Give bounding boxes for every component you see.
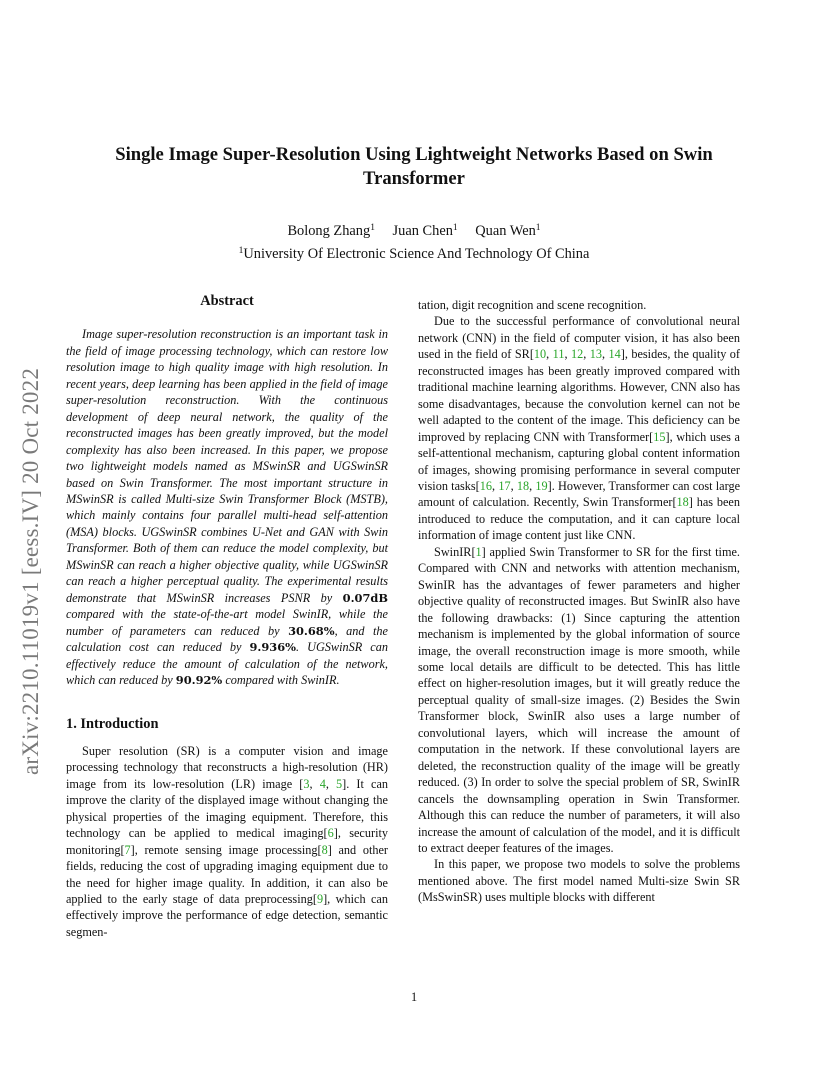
affiliation <box>80 241 748 264</box>
text-run: , <box>564 347 571 362</box>
text-run: , <box>529 478 536 493</box>
section-heading-introduction: 1. Introduction <box>66 716 159 733</box>
text-run: , <box>546 347 553 362</box>
text-run: , <box>309 776 320 791</box>
text-run: Due to the successful performance of convolutional neural network (CNN) in the field of computer vision, it has also been used in the field of SR[ <box>418 314 740 362</box>
text-run: ], which can effectively improve the performance of edge detection, semantic segmen- <box>66 891 388 939</box>
intro-paragraph-1-continued <box>418 297 740 313</box>
text-run: ] and other fields, reducing the cost of upgrading imaging equipment due to the need for higher image quality. In addition, it can also be applied to the early stage of data preprocessing[ <box>66 842 388 906</box>
text-run: ]. However, Transformer can cost large amount of calculation. Recently, Swin Transformer[ <box>418 478 740 510</box>
text-run: ] has been introduced to reduce the computation, and it can capture local information of image content just like CNN. <box>418 495 740 543</box>
left-column <box>66 293 388 940</box>
text-run: ], besides, the quality of reconstructed images has been greatly improved compared with traditional machine learning algorithms. However, CNN also has some disadvantages, because the convolution kernel can not be well adapted to the content of the image. This deficiency can be improved by replacing CNN with Transformer[ <box>418 347 741 444</box>
citation-link[interactable]: 9 <box>316 891 324 906</box>
citation-link[interactable]: 18 <box>516 478 530 493</box>
citation-link[interactable]: 13 <box>589 347 602 362</box>
text-run: , <box>583 347 590 362</box>
citation-link[interactable]: 11 <box>552 347 565 362</box>
citation-link[interactable]: 17 <box>498 478 511 493</box>
author-name: Juan Chen <box>392 223 453 239</box>
abstract-segment: . UGSwinSR can effectively reduce the amount of calculation of the network, which can reduced by <box>66 640 388 687</box>
citation-link[interactable]: 1 <box>475 544 482 559</box>
calc-reduction-value: 9.936% <box>249 640 296 655</box>
author-name: Bolong Zhang <box>287 223 371 239</box>
author-affiliation-mark: 1 <box>535 223 541 233</box>
citation-link[interactable]: 7 <box>124 842 131 857</box>
abstract-segment: compared with SwinIR. <box>222 672 340 687</box>
title-line-2: Transformer <box>363 168 465 189</box>
right-column <box>418 297 740 906</box>
abstract-segment: , and the calculation cost can reduced by <box>66 623 388 655</box>
intro-paragraph-3 <box>418 544 740 857</box>
author-3 <box>475 223 540 239</box>
title-line-1: Single Image Super-Resolution Using Lightweight Networks Based on Swin <box>115 144 713 165</box>
author-affiliation-mark: 1 <box>370 223 375 233</box>
paper-title <box>80 143 748 191</box>
abstract-heading: Abstract <box>200 293 254 309</box>
text-run: ], which uses a self-attentional mechanism, capturing global content information of images, showing promising performance in several computer vision tasks[ <box>418 429 740 493</box>
parameter-reduction-value: 30.68% <box>288 623 335 638</box>
page-number: 1 <box>410 990 418 1004</box>
author-affiliation-mark: 1 <box>452 223 458 233</box>
text-run: , <box>325 776 337 791</box>
text-run: , <box>510 478 517 493</box>
arxiv-identifier-stamp: arXiv:2210.11019v1 [eess.IV] 20 Oct 2022 <box>18 367 43 775</box>
intro-paragraph-1 <box>66 743 388 940</box>
citation-link[interactable]: 15 <box>653 429 666 444</box>
text-run: SwinIR[ <box>434 544 476 559</box>
text-run: ], remote sensing image processing[ <box>130 842 322 857</box>
author-block <box>80 218 748 264</box>
citation-link[interactable]: 8 <box>321 842 328 857</box>
affiliation-mark: 1 <box>238 246 244 256</box>
author-2 <box>393 223 458 239</box>
text-run: ] applied Swin Transformer to SR for the first time. Compared with CNN and networks with attention mechanism, SwinIR has the advantages of fewer parameters and higher objective quality of reconstructed images. But SwinIR also have the following drawbacks: (1) Since capturing the attention mechanism is implemented by the global information of source image, the overall reconstruction image is more smooth, while some local details are difficult to be detected. This has little effect on higher-resolution images, but it will greatly reduce the perceptual quality of small-size images. (2) Besides the Swin Transformer block, SwinIR also uses a large number of convolutional layers, which will increase the amount of computation in the network. If these convolutional layers are deleted, the reconstruction quality of the image will be greatly reduced. (3) In order to solve the special problem of SR, SwinIR cancels the downsampling operation in Swin Transformer. Although this can reduce the number of parameters, it will also increase the amount of calculation of the model, and it is difficult to extract deeper features of the images. <box>418 544 740 855</box>
intro-paragraph-4 <box>418 856 740 905</box>
author-name: Quan Wen <box>475 223 536 239</box>
text-run: ], security monitoring[ <box>66 826 389 857</box>
author-list <box>80 218 748 241</box>
citation-link[interactable]: 5 <box>336 776 343 791</box>
citation-link[interactable]: 19 <box>535 478 548 493</box>
abstract-segment: compared with the state-of-the-art model SwinIR, while the number of parameters can reduced by <box>66 607 388 638</box>
text-run: Super resolution (SR) is a computer vision and image processing technology that reconstructs a high-resolution (HR) image from its low-resolution (LR) image [ <box>66 743 388 791</box>
text-run: tation, digit recognition and scene recognition. <box>418 298 647 312</box>
abstract-segment: Image super-resolution reconstruction is an important task in the field of image processing technology, which can restore low resolution image to high quality image with high resolution. In recent years, deep learning has been applied in the field of image super-resolution reconstruction. With the continuous development of deep neural network, the quality of the reconstructed images has been greatly improved, but the model complexity has also been increased. In this paper, we propose two lightweight models named as MSwinSR and UGSwinSR based on Swin Transformer. The most important structure in MSwinSR is called Multi-size Swin Transformer Block (MSTB), which mainly contains four parallel multi-head self-attention (MSA) blocks. UGSwinSR combines U-Net and GAN with Swin Transformer. Both of them can reduce the model complexity, but MSwinSR can reach a higher objective quality, while UGSwinSR can reach a higher perceptual quality. The experimental results demonstrate that MSwinSR increases PSNR by <box>66 327 388 605</box>
abstract-text <box>66 326 388 688</box>
citation-link[interactable]: 6 <box>327 826 334 841</box>
author-1 <box>287 223 375 239</box>
text-run: , <box>602 347 609 362</box>
citation-link[interactable]: 16 <box>479 478 493 493</box>
affiliation-name: University Of Electronic Science And Technology Of China <box>243 246 590 262</box>
ugswinsr-calc-reduction-value: 90.92% <box>175 672 223 687</box>
intro-paragraph-2 <box>418 313 740 543</box>
text-run: , <box>492 478 499 493</box>
text-run: ]. It can improve the clarity of the displayed image without changing the physical properties of the imaging equipment. Therefore, this technology can be applied to medical imaging[ <box>66 776 389 841</box>
citation-link[interactable]: 18 <box>676 495 689 510</box>
citation-link[interactable]: 4 <box>319 776 326 791</box>
text-run: In this paper, we propose two models to solve the problems mentioned above. The first model named Multi-size Swin SR (MsSwinSR) uses multiple blocks with different <box>418 857 740 905</box>
citation-link[interactable]: 10 <box>533 347 547 362</box>
citation-link[interactable]: 14 <box>608 347 621 362</box>
citation-link[interactable]: 12 <box>570 347 584 362</box>
psnr-gain-value: 0.07dB <box>342 590 388 605</box>
citation-link[interactable]: 3 <box>303 776 310 791</box>
